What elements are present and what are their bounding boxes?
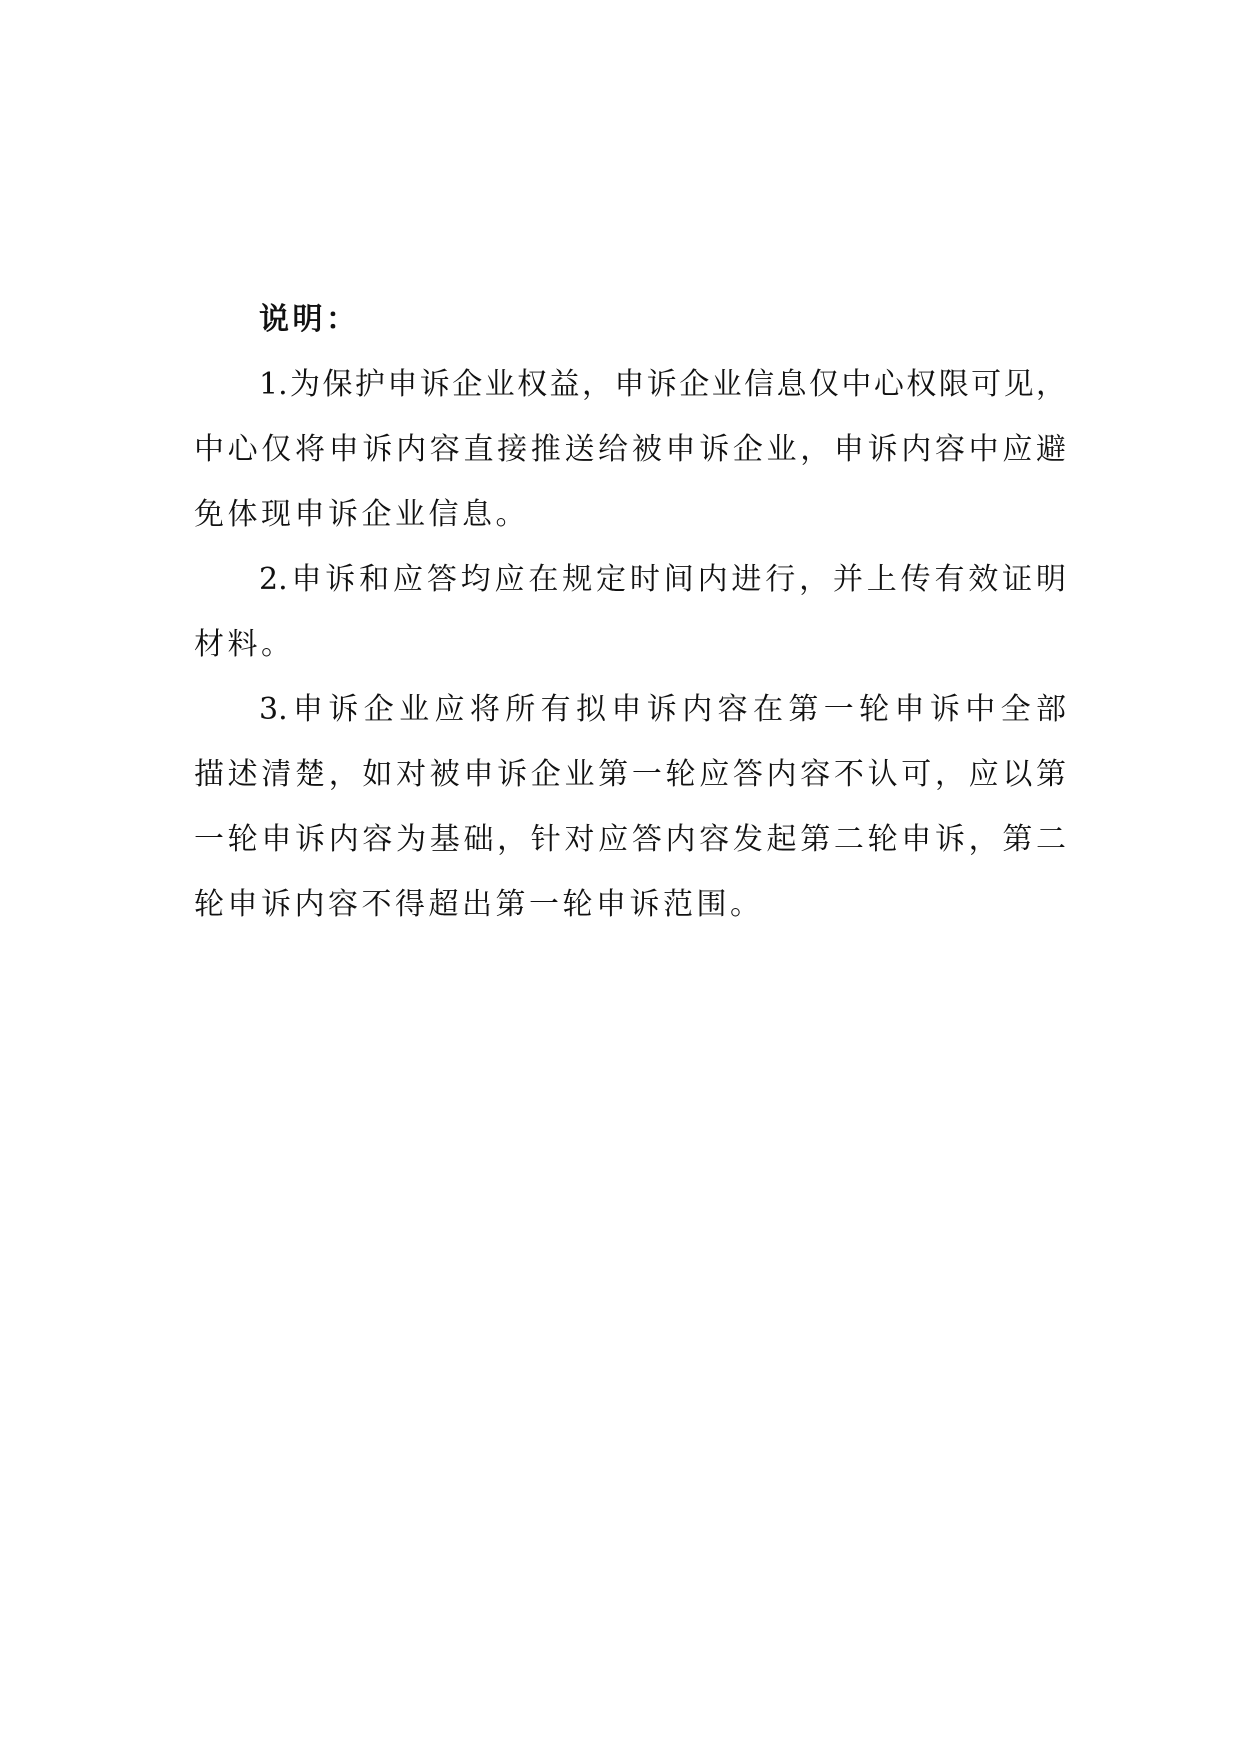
note-line: 免体现申诉企业信息。 [194,497,529,532]
note-item-3 [194,677,1066,937]
notes-section [194,287,1066,937]
note-line: 材料。 [194,627,295,662]
note-item-1 [194,352,1066,547]
note-line: 2.申诉和应答均应在规定时间内进行，并上传有效证明 [259,562,1066,597]
note-line: 轮申诉内容不得超出第一轮申诉范围。 [194,887,764,922]
note-line: 3.申诉企业应将所有拟申诉内容在第一轮申诉中全部 [259,692,1066,727]
note-line: 1.为保护申诉企业权益，申诉企业信息仅中心权限可见， [259,367,1066,402]
note-item-2 [194,547,1066,677]
note-line: 中心仅将申诉内容直接推送给被申诉企业，申诉内容中应避 [194,432,1066,467]
note-line: 描述清楚，如对被申诉企业第一轮应答内容不认可，应以第 [194,757,1066,792]
notes-heading: 说明： [259,302,360,337]
note-line: 一轮申诉内容为基础，针对应答内容发起第二轮申诉，第二 [194,822,1066,857]
